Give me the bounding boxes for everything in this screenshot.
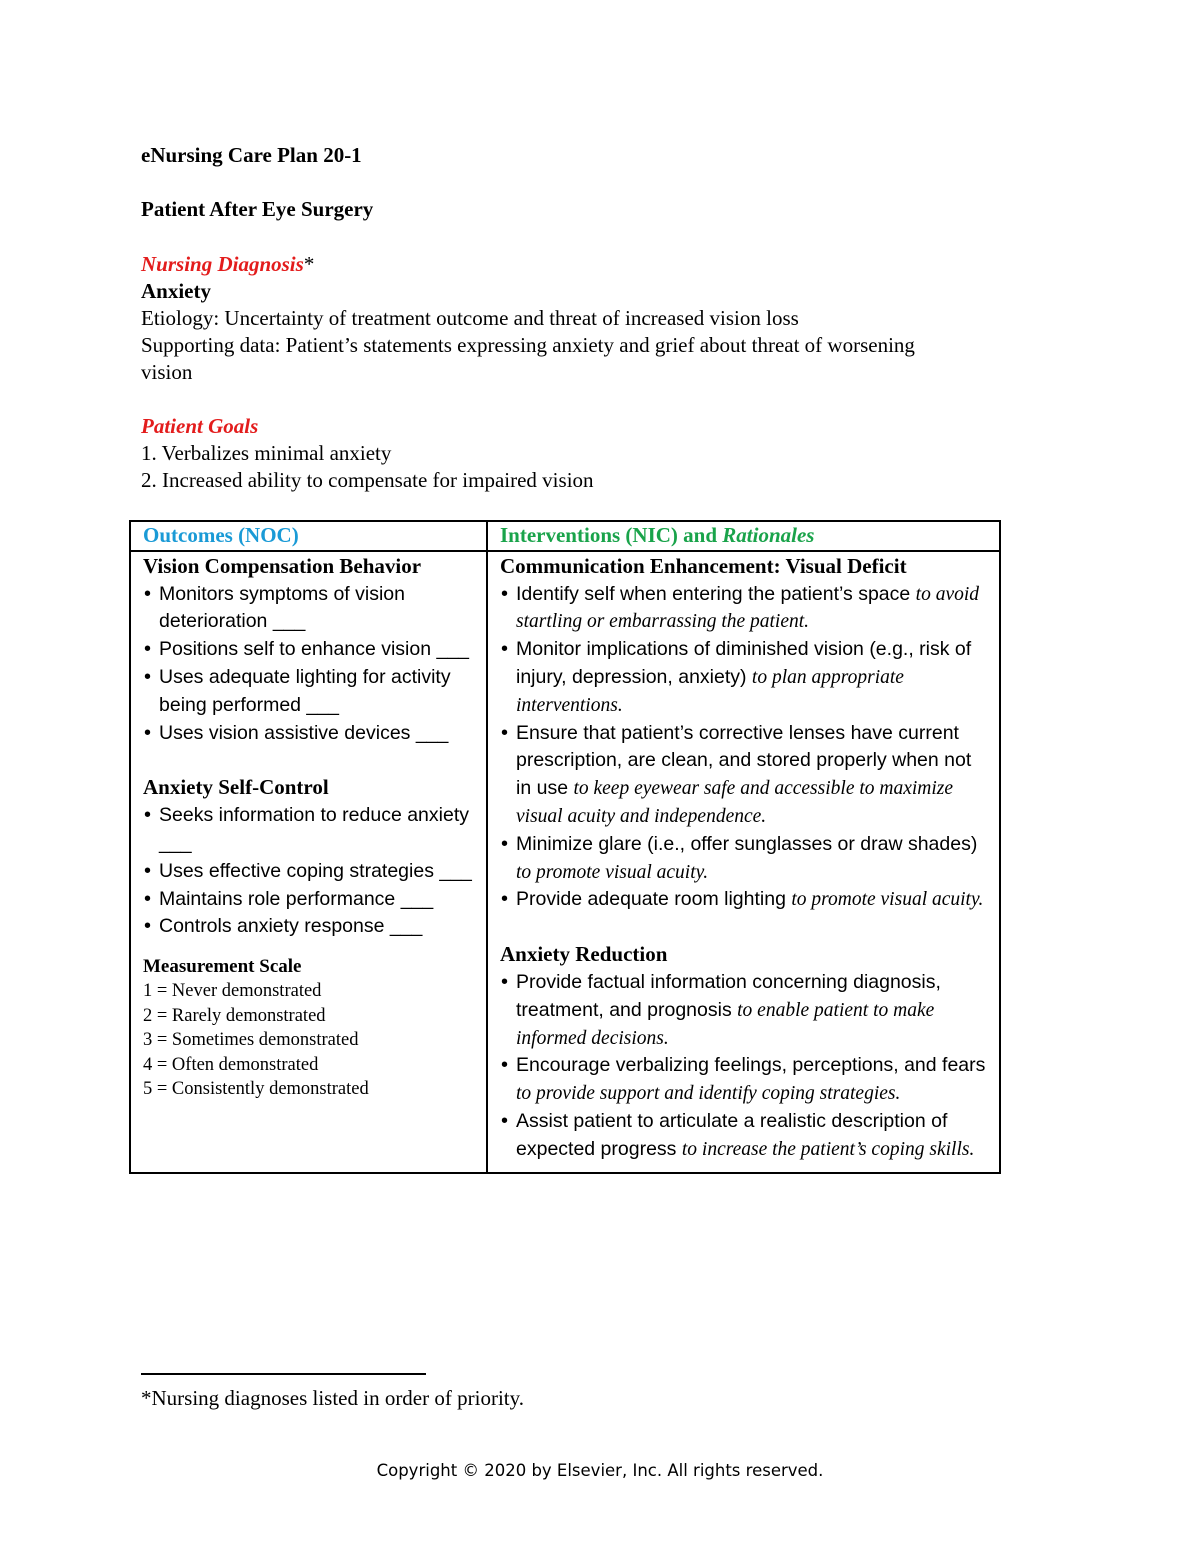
intervention-text: Provide factual information concerning diagnosis, treatment, and prognosis [516, 970, 941, 1021]
intervention-group-title: Communication Enhancement: Visual Deficit [500, 553, 907, 578]
scale-line: 1 = Never demonstrated [143, 981, 322, 1002]
footnote-divider [141, 1373, 426, 1375]
scale-line: 4 = Often demonstrated [143, 1054, 319, 1075]
diagnosis-heading [141, 251, 1041, 278]
scale-line: 5 = Consistently demonstrated [143, 1079, 369, 1100]
intervention-text: Minimize glare (i.e., offer sunglasses or draw shades) [516, 832, 978, 855]
outcome-item: • Controls anxiety response ___ [143, 913, 476, 941]
intervention-rationale: to plan appropriate interventions. [516, 666, 904, 716]
measurement-scale-title: Measurement Scale [143, 956, 302, 978]
outcome-list [143, 802, 476, 941]
intervention-text: Identify self when entering the patient’s space [516, 582, 916, 605]
scale-line: 2 = Rarely demonstrated [143, 1005, 326, 1026]
intervention-rationale: to provide support and identify coping strategies. [516, 1083, 901, 1105]
intervention-item [500, 831, 989, 887]
document-title: eNursing Care Plan 20-1 [141, 143, 362, 167]
intervention-text: Assist patient to articulate a realistic description of expected progress [516, 1109, 948, 1160]
diagnosis-etiology: Etiology: Uncertainty of treatment outcome and threat of increased vision loss [141, 306, 799, 330]
interventions-header-text: Interventions (NIC) and [500, 523, 723, 547]
outcome-item: • Maintains role performance ___ [143, 886, 476, 914]
outcome-group-title: Vision Compensation Behavior [143, 553, 422, 578]
goal-item: 1. Verbalizes minimal anxiety [141, 441, 392, 465]
intervention-rationale: to promote visual acuity. [516, 861, 709, 883]
intervention-item [500, 720, 989, 831]
outcome-item: • Uses adequate lighting for activity being performed ___ [143, 664, 476, 720]
intervention-rationale: to increase the patient’s coping skills. [681, 1138, 975, 1160]
outcome-item: • Monitors symptoms of vision deterioration ___ [143, 581, 476, 637]
rationales-header-text: Rationales [722, 523, 815, 547]
footnote: *Nursing diagnoses listed in order of priority. [141, 1386, 524, 1410]
outcomes-cell [130, 551, 487, 1173]
intervention-group-title: Anxiety Reduction [500, 942, 668, 967]
intervention-item [500, 886, 989, 914]
intervention-item [500, 636, 989, 719]
intervention-text: Encourage verbalizing feelings, perceptions, and fears [516, 1054, 986, 1077]
goals-section [141, 413, 1041, 494]
copyright-notice: Copyright © 2020 by Elsevier, Inc. All rights reserved. [376, 1461, 824, 1480]
goals-heading: Patient Goals [141, 414, 259, 438]
intervention-rationale: to promote visual acuity. [791, 889, 984, 911]
intervention-text: Monitor implications of diminished vision (e.g., risk of injury, depression, anxiety) [516, 638, 972, 688]
care-plan-table [129, 520, 1001, 1174]
outcome-list [143, 581, 476, 748]
intervention-text: Ensure that patient’s corrective lenses have current prescription, are clean, and stored properly when not in use [516, 721, 972, 800]
intervention-rationale: to avoid startling or embarrassing the patient. [516, 583, 980, 633]
diagnosis-section [141, 251, 1041, 386]
intervention-rationale: to enable patient to make informed decisions. [516, 999, 935, 1049]
intervention-item [500, 1052, 989, 1108]
intervention-item [500, 969, 989, 1052]
scale-line: 3 = Sometimes demonstrated [143, 1030, 359, 1051]
goal-item: 2. Increased ability to compensate for impaired vision [141, 468, 594, 492]
intervention-list [500, 581, 989, 915]
intervention-text: Provide adequate room lighting [516, 888, 792, 911]
intervention-item [500, 1108, 989, 1164]
interventions-cell [487, 551, 1000, 1173]
table-header-row [130, 521, 1000, 551]
outcomes-header: Outcomes (NOC) [130, 521, 487, 551]
diagnosis-name: Anxiety [141, 279, 211, 303]
diagnosis-heading-mark: * [303, 252, 315, 276]
document-subtitle: Patient After Eye Surgery [141, 197, 374, 221]
outcome-item: • Positions self to enhance vision ___ [143, 636, 476, 664]
outcome-item: • Uses vision assistive devices ___ [143, 720, 476, 748]
outcome-item: • Seeks information to reduce anxiety ___ [143, 802, 476, 858]
outcome-item: • Uses effective coping strategies ___ [143, 858, 476, 886]
table-body-row [130, 551, 1000, 1173]
diagnosis-heading-text: Nursing Diagnosis [141, 252, 304, 276]
intervention-list [500, 969, 989, 1164]
outcome-group-title: Anxiety Self-Control [143, 775, 329, 800]
intervention-item [500, 581, 989, 637]
diagnosis-supporting-data: Supporting data: Patient’s statements expressing anxiety and grief about threat of worsening vision [141, 333, 915, 384]
intervention-rationale: to keep eyewear safe and accessible to maximize visual acuity and independence. [516, 778, 954, 827]
interventions-header [487, 521, 1000, 551]
